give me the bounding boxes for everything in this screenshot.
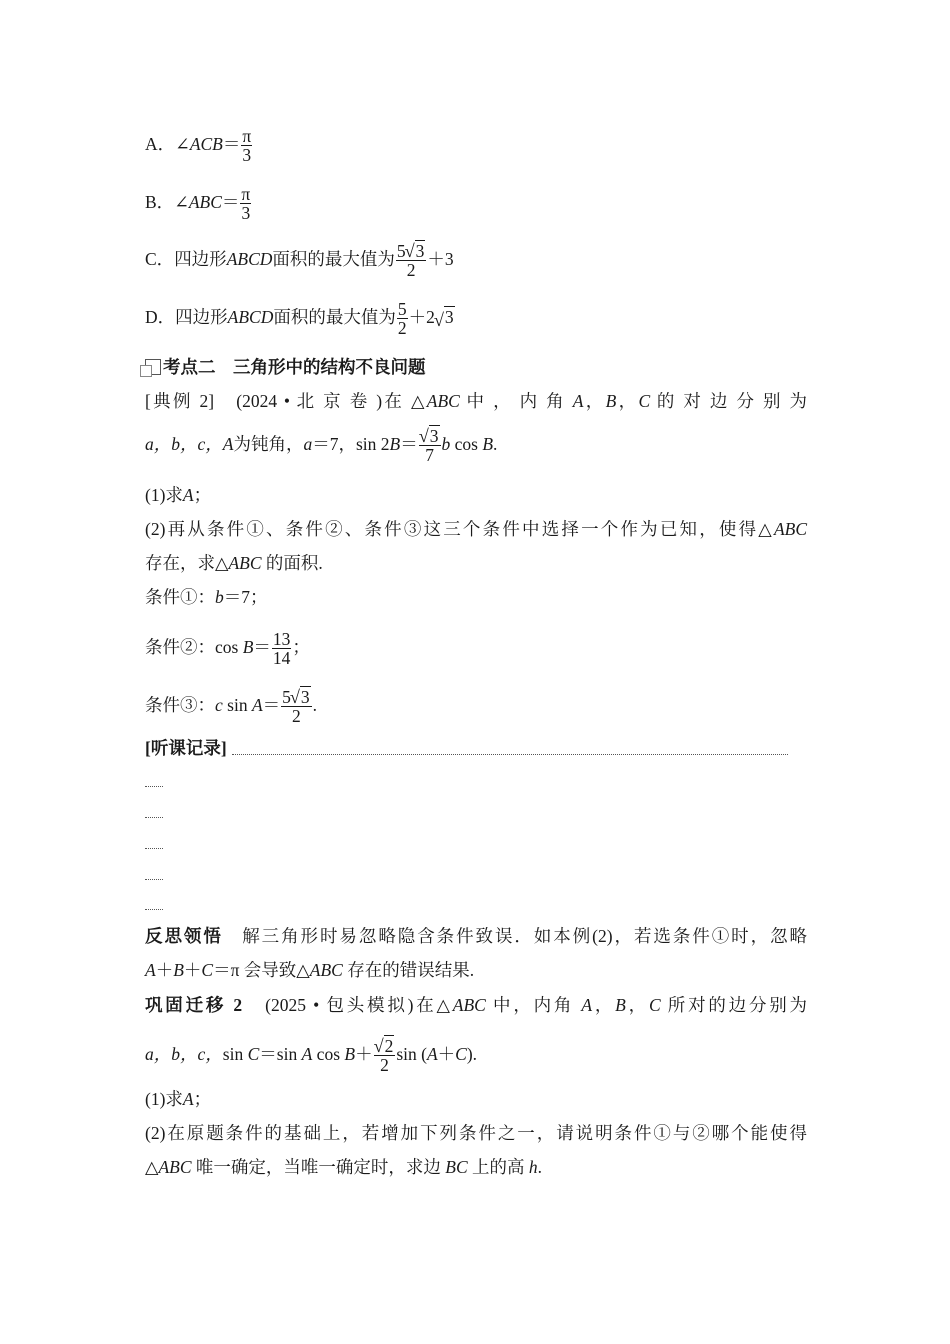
- practice-fraction: √ 2 2: [373, 1036, 394, 1076]
- notes-line-5[interactable]: [145, 879, 163, 880]
- condition-3: 条件③：c sin A＝ 5 √ 3 2 .: [145, 687, 318, 727]
- example-question-1: (1)求A；: [145, 485, 212, 505]
- notes-label: [听课记录]: [145, 738, 227, 758]
- option-a-fraction: $\frac{\pi}{3}$: [242, 126, 252, 166]
- option-d: D．四边形ABCD面积的最大值为 $\frac{5}{2}$ ＋2 √ 3: [145, 299, 454, 339]
- option-c: C．四边形ABCD面积的最大值为 5 √ 3 2 ＋3: [145, 241, 454, 281]
- notes-line-1[interactable]: [232, 754, 788, 755]
- reflection-line-1: 反思领悟 解三角形时易忽略隐含条件致误．如本例(2)，若选条件①时，忽略: [145, 926, 808, 946]
- option-b-fraction: $\frac{\pi}{3}$: [241, 184, 251, 224]
- condition-2-fraction: $\frac{13}{14}$: [272, 629, 291, 669]
- section-icon: [145, 359, 161, 375]
- example-question-2-line-2: 存在，求△ABC 的面积.: [145, 553, 323, 573]
- notes-line-2[interactable]: [145, 786, 163, 787]
- section-heading: 考点二 三角形中的结构不良问题: [145, 355, 426, 379]
- practice-question-2-line-2: △ABC 唯一确定，当唯一确定时，求边 BC 上的高 h.: [145, 1157, 543, 1177]
- notes-line-6[interactable]: [145, 909, 163, 910]
- example-line-2: a，b，c，A为钝角，a＝7，sin 2B＝ √ 3 7 b cos B.: [145, 426, 498, 466]
- option-b: B．∠ABC＝ $\frac{\pi}{3}$: [145, 184, 251, 224]
- example-line-1: [典例 2] (2024 • 北 京 卷 )在 △ABC 中 ， 内 角 A，B，C 的 对 边 分 别 为: [145, 391, 808, 411]
- notes-line-3[interactable]: [145, 817, 163, 818]
- example-fraction: √ 3 7: [418, 426, 439, 466]
- practice-line-2: a，b，c，sin C＝sin A cos B＋ √ 2 2 sin (A＋C).: [145, 1036, 478, 1076]
- condition-1: 条件①：b＝7；: [145, 587, 268, 607]
- practice-question-2-line-1: (2)在原题条件的基础上，若增加下列条件之一，请说明条件①与②哪个能使得: [145, 1123, 807, 1143]
- option-d-fraction: $\frac{5}{2}$: [397, 299, 407, 339]
- option-d-radical: √ 3: [433, 306, 454, 330]
- notes-line-4[interactable]: [145, 848, 163, 849]
- condition-2: 条件②：cos B＝ $\frac{13}{14}$ ；: [145, 629, 310, 669]
- option-c-fraction: 5 √ 3 2: [396, 241, 425, 281]
- option-a: A．∠ACB＝ $\frac{\pi}{3}$: [145, 126, 252, 166]
- reflection-line-2: A＋B＋C＝π 会导致△ABC 存在的错误结果.: [145, 960, 475, 980]
- practice-question-1: (1)求A；: [145, 1089, 212, 1109]
- example-question-2-line-1: (2)再从条件①、条件②、条件③这三个条件中选择一个作为已知，使得△ABC: [145, 519, 807, 539]
- practice-line-1: 巩固迁移 2 (2025 • 包头模拟)在△ABC 中，内角 A，B，C 所对的边分别为: [145, 995, 808, 1015]
- condition-3-fraction: 5 √ 3 2: [282, 687, 310, 727]
